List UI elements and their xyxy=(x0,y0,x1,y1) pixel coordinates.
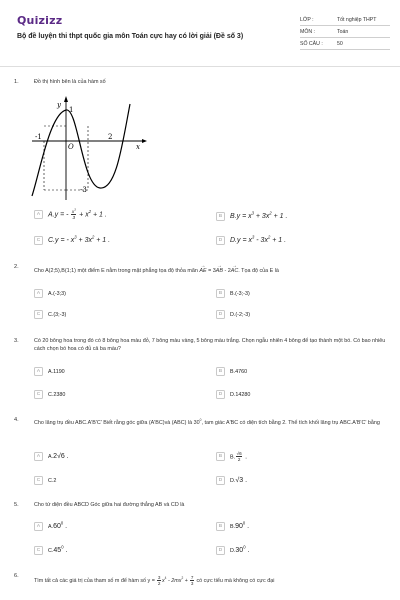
option-b[interactable] xyxy=(216,521,376,532)
option-b[interactable] xyxy=(216,366,376,377)
meta-row-subject xyxy=(300,26,390,38)
text-part: Tìm tất cả các giá trị của tham số m để hàm số y = xyxy=(34,577,157,584)
option-d[interactable] xyxy=(216,389,376,400)
degree-sup: 0 xyxy=(242,520,246,526)
option-a[interactable] xyxy=(34,288,194,299)
exponent: 2 xyxy=(91,234,95,240)
x-axis-arrow xyxy=(142,139,147,143)
option-part: . xyxy=(245,547,250,554)
vector-ac: → AC xyxy=(231,268,239,276)
fraction xyxy=(71,209,76,220)
option-letter: C xyxy=(34,236,43,245)
frac-numerator: 3 xyxy=(157,575,161,580)
question-5 xyxy=(14,502,390,512)
degree-sup: 0 xyxy=(243,544,246,550)
y-axis-arrow xyxy=(64,96,68,102)
question-text: Đồ thị hình bên là của hàm số xyxy=(34,79,106,85)
x-axis-label: x xyxy=(136,143,140,151)
header-divider xyxy=(0,66,400,67)
option-part: + 1 . xyxy=(270,237,287,244)
option-c[interactable] xyxy=(34,475,194,486)
option-part: 30 xyxy=(235,547,244,554)
option-part: . xyxy=(63,523,68,530)
option-text xyxy=(48,234,111,244)
option-b[interactable] xyxy=(216,451,376,462)
exponent: 3 xyxy=(74,234,77,240)
option-prefix: A. xyxy=(48,524,54,530)
option-text: B.(-3;-3) xyxy=(230,290,250,297)
option-d[interactable] xyxy=(216,235,376,246)
meta-table xyxy=(300,14,390,50)
question-3 xyxy=(14,338,390,358)
option-part: y = x xyxy=(237,237,252,244)
degree-sup: 0 xyxy=(60,520,64,526)
option-letter: B xyxy=(216,212,225,221)
question-number: 5. xyxy=(14,502,19,508)
option-part: 45 xyxy=(53,547,62,554)
exponent: 2 xyxy=(88,209,92,215)
option-letter: C xyxy=(34,546,43,555)
tick-label-one: 1 xyxy=(69,106,74,114)
question-2 xyxy=(14,264,390,276)
question-number: 1. xyxy=(14,79,19,85)
option-a[interactable] xyxy=(34,366,194,377)
option-prefix: A. xyxy=(48,211,55,219)
option-text xyxy=(230,520,250,530)
option-part: . xyxy=(243,453,248,461)
text-part: - 2 xyxy=(222,268,231,274)
option-prefix: B. xyxy=(230,524,236,530)
option-letter: A xyxy=(34,367,43,376)
option-letter: D xyxy=(216,310,225,319)
option-b[interactable] xyxy=(216,288,376,299)
text-part: = 3 xyxy=(206,268,216,274)
meta-value: Toán xyxy=(337,28,349,35)
frac-denominator: 3 xyxy=(190,581,194,586)
option-part: . xyxy=(63,547,68,554)
question-4 xyxy=(14,417,390,437)
question-text xyxy=(34,268,386,276)
option-part: 2√6 . xyxy=(53,453,69,460)
option-prefix: D. xyxy=(230,478,236,484)
tick-label-minus-one: -1 xyxy=(35,133,42,141)
option-text: A.1190 xyxy=(48,368,65,375)
option-part: - 3x xyxy=(254,237,268,244)
frac-denominator: 2 xyxy=(237,457,241,462)
option-prefix: C. xyxy=(48,237,55,244)
document-title: Bộ đề luyện thi thpt quốc gia môn Toán cực hay có lời giải (Đề số 3) xyxy=(17,33,244,40)
option-letter: B xyxy=(216,522,225,531)
exponent: 4 xyxy=(164,576,167,581)
text-part: . Tọa độ của E là xyxy=(238,268,279,274)
option-part: + 1 . xyxy=(271,213,288,220)
option-letter: A xyxy=(34,210,43,219)
option-a[interactable] xyxy=(34,451,194,462)
option-text: B.4760 xyxy=(230,368,248,375)
option-text: A.(-3;3) xyxy=(48,290,66,297)
question-text: Cho tứ diện đều ABCD Góc giữa hai đường thẳng AB và CD là xyxy=(34,502,185,508)
option-letter: A xyxy=(34,289,43,298)
text-part: Cho lăng trụ đều ABC.A'B'C' Biết rằng góc giữa (A'BC)và (ABC) là 30 xyxy=(34,420,200,426)
text-part: + xyxy=(183,577,190,584)
option-text xyxy=(230,451,247,462)
option-prefix: C. xyxy=(48,548,54,554)
option-text: D.(-2;-3) xyxy=(230,311,251,318)
meta-row-count xyxy=(300,38,390,50)
fraction xyxy=(236,451,242,462)
option-part: + 1 . xyxy=(91,211,107,219)
option-letter: A xyxy=(34,452,43,461)
text-part: - 2mx xyxy=(166,577,182,584)
option-prefix: A. xyxy=(48,454,54,460)
option-text: D.14280 xyxy=(230,391,251,398)
option-letter: C xyxy=(34,310,43,319)
option-prefix: B. xyxy=(230,454,236,461)
option-c[interactable] xyxy=(34,235,194,246)
vector-ae: → AE xyxy=(199,268,206,276)
tick-label-minus-three: -3 xyxy=(80,186,87,194)
exponent: 3 xyxy=(251,210,254,216)
tick-label-two: 2 xyxy=(108,133,113,141)
degree-sup: 0 xyxy=(61,544,64,550)
text-part: có cực tiểu mà không có cực đại xyxy=(194,577,275,584)
option-prefix: D. xyxy=(230,548,236,554)
option-letter: B xyxy=(216,289,225,298)
frac-denominator: 3 xyxy=(72,215,76,220)
text-part: x xyxy=(161,577,165,584)
option-d[interactable] xyxy=(216,475,376,486)
option-letter: B xyxy=(216,367,225,376)
vector-ab: → AB xyxy=(216,268,223,276)
question-6 xyxy=(14,573,390,587)
option-text xyxy=(48,453,69,460)
option-c[interactable] xyxy=(34,545,194,556)
option-text: C.(3;-3) xyxy=(48,311,67,318)
option-part: y = x xyxy=(236,213,252,220)
option-text xyxy=(230,477,247,484)
frac-numerator: √6 xyxy=(236,451,242,456)
cubic-curve xyxy=(32,104,130,196)
option-text xyxy=(48,520,68,530)
text-part: Cho A(2;5),B(1;1) một điểm E nằm trong mặt phẳng tọa độ thỏa mãn xyxy=(34,268,200,274)
option-letter: D xyxy=(216,476,225,485)
meta-key: LỚP : xyxy=(300,16,314,23)
option-b[interactable] xyxy=(216,211,376,222)
option-text xyxy=(230,234,287,244)
exponent: 3 xyxy=(74,208,76,212)
option-part: + x xyxy=(77,211,89,219)
fraction xyxy=(190,575,194,586)
exponent: 2 xyxy=(267,234,271,240)
question-text xyxy=(34,420,386,428)
function-graph xyxy=(30,96,150,202)
question-number: 3. xyxy=(14,338,19,344)
option-a[interactable] xyxy=(34,209,194,220)
option-letter: D xyxy=(216,390,225,399)
fraction xyxy=(157,575,161,586)
meta-key: MÔN : xyxy=(300,28,315,35)
option-part: + 3x xyxy=(76,237,92,244)
option-letter: A xyxy=(34,522,43,531)
exponent: 3 xyxy=(251,234,255,240)
origin-label: O xyxy=(68,143,74,151)
option-text xyxy=(48,544,68,554)
option-part: y = - x xyxy=(55,237,75,244)
option-prefix: B. xyxy=(230,213,237,220)
option-c[interactable] xyxy=(34,389,194,400)
meta-key: SỐ CÂU : xyxy=(300,40,323,47)
meta-value: Tốt nghiệp THPT xyxy=(337,16,377,23)
option-part: √3 . xyxy=(235,477,248,484)
quizizz-logo: Quizizz xyxy=(17,14,63,27)
frac-numerator: 7 xyxy=(190,575,194,580)
option-part: y = - xyxy=(54,211,71,219)
option-c[interactable] xyxy=(34,309,194,320)
text-part: , tam giác A'BC có diện tích bằng 2. Thể tích khối lăng trụ ABC.A'B'C' bằng xyxy=(201,420,380,426)
degree-sup: 0 xyxy=(199,418,202,423)
option-letter: D xyxy=(216,236,225,245)
option-part: 60 xyxy=(53,523,61,530)
question-number: 4. xyxy=(14,417,19,423)
option-text xyxy=(230,210,288,220)
option-letter: C xyxy=(34,390,43,399)
y-axis-label: y xyxy=(57,101,61,109)
question-text xyxy=(34,575,386,586)
option-prefix: D. xyxy=(230,237,237,244)
option-part: . xyxy=(245,523,250,530)
option-text xyxy=(48,209,107,220)
option-letter: C xyxy=(34,476,43,485)
question-number: 6. xyxy=(14,573,19,579)
option-d[interactable] xyxy=(216,545,376,556)
option-part: + 3x xyxy=(253,213,270,220)
exponent: 2 xyxy=(181,576,184,581)
frac-denominator: 2 xyxy=(157,581,161,586)
question-number: 2. xyxy=(14,264,19,270)
option-d[interactable] xyxy=(216,309,376,320)
option-part: + 1 . xyxy=(94,237,111,244)
frac-numerator: x xyxy=(71,209,75,214)
question-text: Có 20 bông hoa trong đó có 8 bông hoa màu đỏ, 7 bông màu vàng, 5 bông màu trắng. Chọn ngẫu nhiên 4 bông để tạo thành một bó. Có bao nhiêu cách chọn bó hoa có đủ cả ba màu? xyxy=(34,338,386,352)
option-a[interactable] xyxy=(34,521,194,532)
option-text: C.2 xyxy=(48,477,57,484)
option-text xyxy=(230,544,250,554)
option-letter: B xyxy=(216,452,225,461)
option-part: 90 xyxy=(235,523,243,530)
option-text: C.2380 xyxy=(48,391,66,398)
exponent: 2 xyxy=(269,210,272,216)
option-letter: D xyxy=(216,546,225,555)
meta-value: 50 xyxy=(337,40,343,47)
meta-row-class xyxy=(300,14,390,26)
